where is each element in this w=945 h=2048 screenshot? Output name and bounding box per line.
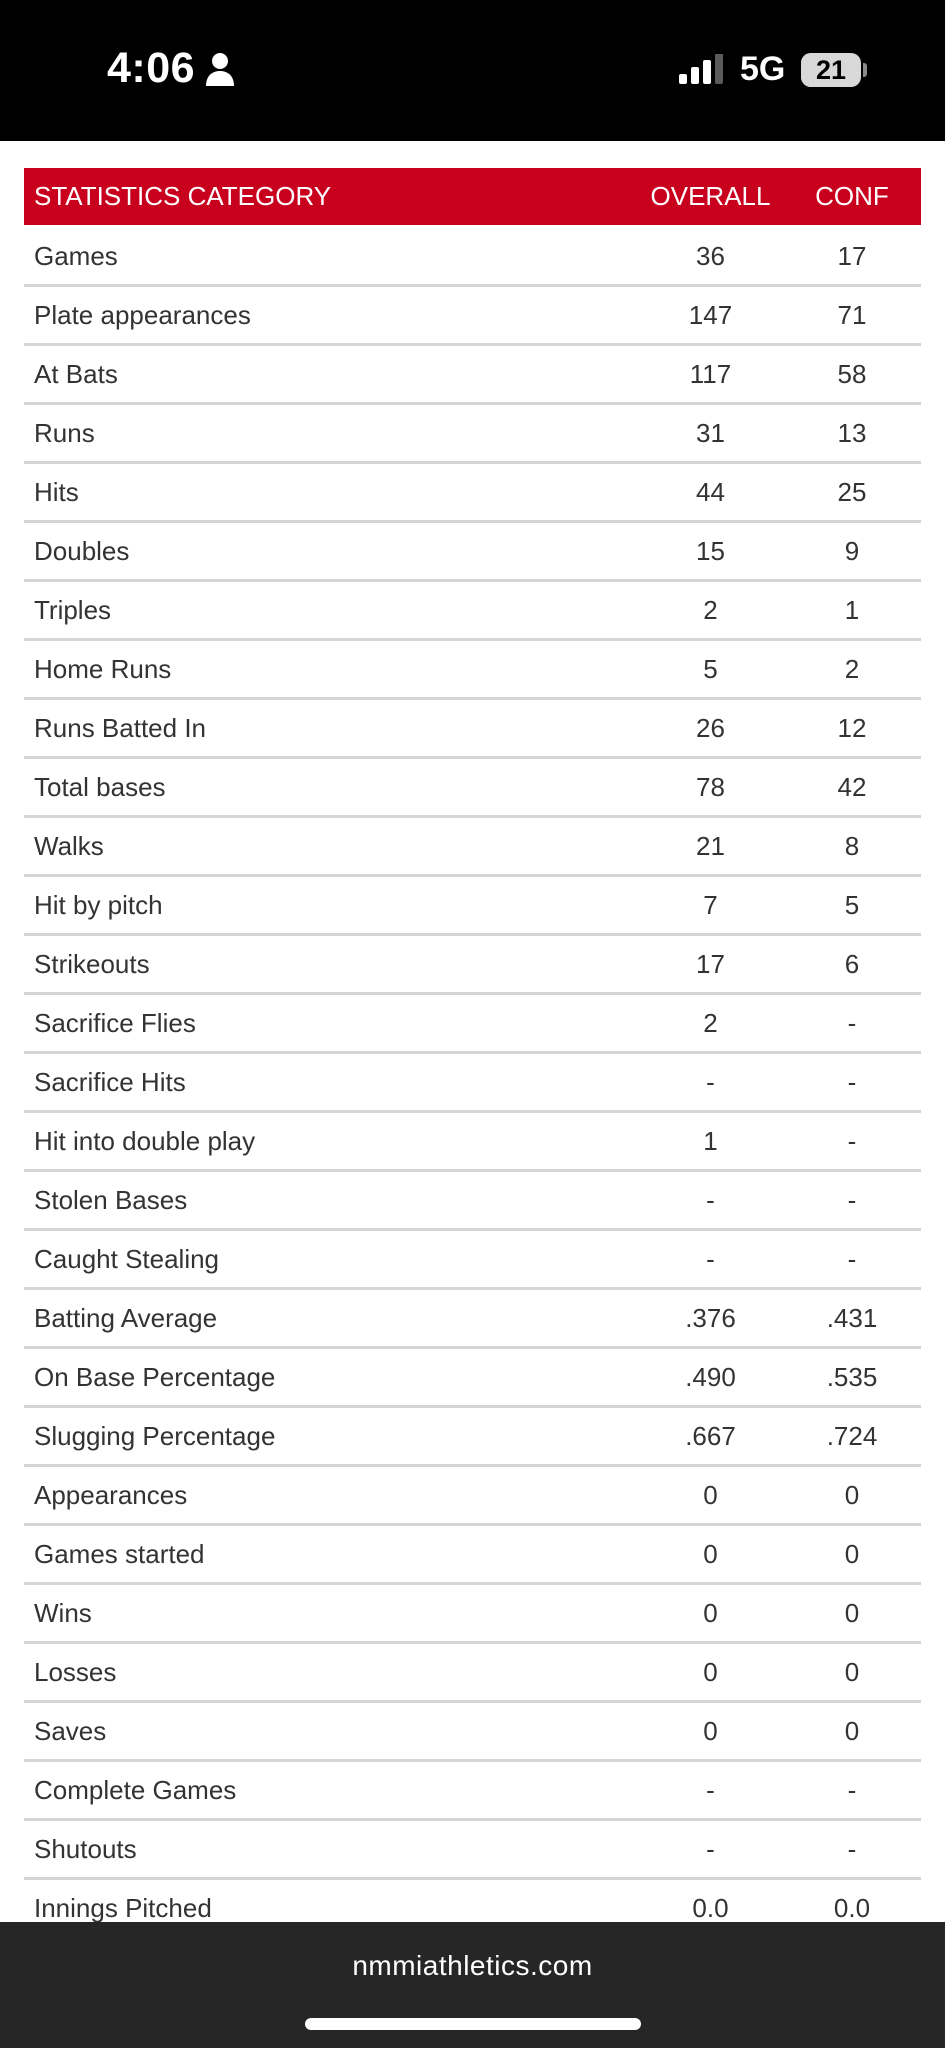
stat-overall-cell: - bbox=[638, 1820, 783, 1879]
stat-category-cell: Walks bbox=[24, 817, 638, 876]
stat-overall-cell: 36 bbox=[638, 227, 783, 286]
header-overall: OVERALL bbox=[638, 168, 783, 227]
stat-conf-cell: 0 bbox=[783, 1584, 921, 1643]
stat-category-cell: Batting Average bbox=[24, 1289, 638, 1348]
stat-category-cell: Appearances bbox=[24, 1466, 638, 1525]
stat-conf-cell: - bbox=[783, 1820, 921, 1879]
header-conf: CONF bbox=[783, 168, 921, 227]
status-bar bbox=[0, 0, 945, 141]
table-row bbox=[24, 1230, 921, 1289]
stat-overall-cell: 147 bbox=[638, 286, 783, 345]
stat-category-cell: Caught Stealing bbox=[24, 1230, 638, 1289]
stat-conf-cell: - bbox=[783, 1761, 921, 1820]
stat-conf-cell: 8 bbox=[783, 817, 921, 876]
stat-conf-cell: 42 bbox=[783, 758, 921, 817]
battery-icon bbox=[801, 53, 861, 87]
stat-category-cell: Runs Batted In bbox=[24, 699, 638, 758]
table-row bbox=[24, 1702, 921, 1761]
stat-conf-cell: 5 bbox=[783, 876, 921, 935]
table-row bbox=[24, 876, 921, 935]
table-row bbox=[24, 581, 921, 640]
stat-conf-cell: 0 bbox=[783, 1466, 921, 1525]
stat-conf-cell: 58 bbox=[783, 345, 921, 404]
stat-category-cell: Triples bbox=[24, 581, 638, 640]
stat-overall-cell: - bbox=[638, 1171, 783, 1230]
browser-url-bar[interactable] bbox=[0, 1922, 945, 2048]
stat-category-cell: Wins bbox=[24, 1584, 638, 1643]
stat-category-cell: Hit into double play bbox=[24, 1112, 638, 1171]
stat-category-cell: Sacrifice Flies bbox=[24, 994, 638, 1053]
stat-category-cell: Plate appearances bbox=[24, 286, 638, 345]
table-row bbox=[24, 1407, 921, 1466]
table-row bbox=[24, 1348, 921, 1407]
stat-conf-cell: 0 bbox=[783, 1702, 921, 1761]
stat-category-cell: Hits bbox=[24, 463, 638, 522]
table-row bbox=[24, 345, 921, 404]
stat-category-cell: Sacrifice Hits bbox=[24, 1053, 638, 1112]
stat-category-cell: Strikeouts bbox=[24, 935, 638, 994]
table-row bbox=[24, 994, 921, 1053]
stat-overall-cell: 2 bbox=[638, 581, 783, 640]
stat-overall-cell: 117 bbox=[638, 345, 783, 404]
table-row bbox=[24, 1643, 921, 1702]
table-row bbox=[24, 522, 921, 581]
stat-overall-cell: 0 bbox=[638, 1525, 783, 1584]
table-row bbox=[24, 935, 921, 994]
battery-tip bbox=[863, 63, 867, 77]
stat-category-cell: Games bbox=[24, 227, 638, 286]
stat-category-cell: Runs bbox=[24, 404, 638, 463]
stat-conf-cell: 2 bbox=[783, 640, 921, 699]
stat-overall-cell: 78 bbox=[638, 758, 783, 817]
stat-category-cell: On Base Percentage bbox=[24, 1348, 638, 1407]
table-row bbox=[24, 1584, 921, 1643]
table-row bbox=[24, 1053, 921, 1112]
stat-conf-cell: - bbox=[783, 1053, 921, 1112]
stat-conf-cell: 0.0 bbox=[783, 1879, 921, 1923]
table-row bbox=[24, 286, 921, 345]
table-row bbox=[24, 640, 921, 699]
stat-conf-cell: - bbox=[783, 1230, 921, 1289]
stat-overall-cell: - bbox=[638, 1761, 783, 1820]
statistics-table-body bbox=[24, 227, 921, 1923]
stat-category-cell: Games started bbox=[24, 1525, 638, 1584]
table-row bbox=[24, 1466, 921, 1525]
network-type-label: 5G bbox=[740, 50, 786, 88]
stat-conf-cell: 0 bbox=[783, 1643, 921, 1702]
stat-overall-cell: 0 bbox=[638, 1466, 783, 1525]
table-row bbox=[24, 1879, 921, 1923]
stat-category-cell: Innings Pitched bbox=[24, 1879, 638, 1923]
stat-overall-cell: 7 bbox=[638, 876, 783, 935]
table-row bbox=[24, 404, 921, 463]
home-indicator[interactable] bbox=[305, 2018, 641, 2030]
stat-overall-cell: 0.0 bbox=[638, 1879, 783, 1923]
signal-bar bbox=[703, 60, 711, 84]
stat-category-cell: Losses bbox=[24, 1643, 638, 1702]
stat-category-cell: Total bases bbox=[24, 758, 638, 817]
stat-overall-cell: 31 bbox=[638, 404, 783, 463]
page-content[interactable] bbox=[0, 141, 945, 1922]
stat-overall-cell: .490 bbox=[638, 1348, 783, 1407]
stat-category-cell: Slugging Percentage bbox=[24, 1407, 638, 1466]
table-row bbox=[24, 227, 921, 286]
table-row bbox=[24, 1525, 921, 1584]
stat-overall-cell: 0 bbox=[638, 1584, 783, 1643]
stat-category-cell: Complete Games bbox=[24, 1761, 638, 1820]
status-time: 4:06 bbox=[107, 44, 196, 92]
url-text[interactable]: nmmiathletics.com bbox=[352, 1950, 593, 1981]
battery-level: 21 bbox=[815, 54, 847, 85]
stat-conf-cell: 25 bbox=[783, 463, 921, 522]
stat-category-cell: Saves bbox=[24, 1702, 638, 1761]
stat-category-cell: Stolen Bases bbox=[24, 1171, 638, 1230]
signal-bar bbox=[715, 54, 723, 84]
table-row bbox=[24, 1289, 921, 1348]
stat-conf-cell: 6 bbox=[783, 935, 921, 994]
stat-conf-cell: - bbox=[783, 1171, 921, 1230]
stat-overall-cell: 26 bbox=[638, 699, 783, 758]
stat-conf-cell: .535 bbox=[783, 1348, 921, 1407]
cellular-signal-icon bbox=[677, 54, 727, 86]
stat-conf-cell: - bbox=[783, 994, 921, 1053]
stat-overall-cell: .376 bbox=[638, 1289, 783, 1348]
stat-category-cell: At Bats bbox=[24, 345, 638, 404]
stat-conf-cell: - bbox=[783, 1112, 921, 1171]
stat-category-cell: Hit by pitch bbox=[24, 876, 638, 935]
stat-category-cell: Home Runs bbox=[24, 640, 638, 699]
stat-overall-cell: - bbox=[638, 1230, 783, 1289]
signal-bar bbox=[679, 74, 687, 84]
table-row bbox=[24, 1761, 921, 1820]
stat-overall-cell: 1 bbox=[638, 1112, 783, 1171]
table-row bbox=[24, 1820, 921, 1879]
table-row bbox=[24, 1112, 921, 1171]
table-header-row bbox=[24, 168, 921, 227]
stat-conf-cell: 0 bbox=[783, 1525, 921, 1584]
stat-overall-cell: - bbox=[638, 1053, 783, 1112]
stat-category-cell: Doubles bbox=[24, 522, 638, 581]
stat-overall-cell: 17 bbox=[638, 935, 783, 994]
table-row bbox=[24, 463, 921, 522]
person-icon bbox=[205, 52, 235, 88]
stat-overall-cell: .667 bbox=[638, 1407, 783, 1466]
signal-bar bbox=[691, 67, 699, 84]
stat-overall-cell: 44 bbox=[638, 463, 783, 522]
stat-overall-cell: 2 bbox=[638, 994, 783, 1053]
stat-conf-cell: 13 bbox=[783, 404, 921, 463]
stat-conf-cell: .724 bbox=[783, 1407, 921, 1466]
stat-conf-cell: 1 bbox=[783, 581, 921, 640]
stat-category-cell: Shutouts bbox=[24, 1820, 638, 1879]
statistics-table bbox=[24, 168, 921, 1922]
table-row bbox=[24, 1171, 921, 1230]
header-statistics-category: STATISTICS CATEGORY bbox=[24, 168, 638, 227]
table-row bbox=[24, 699, 921, 758]
stat-overall-cell: 5 bbox=[638, 640, 783, 699]
stat-overall-cell: 0 bbox=[638, 1643, 783, 1702]
stat-overall-cell: 0 bbox=[638, 1702, 783, 1761]
table-row bbox=[24, 817, 921, 876]
stat-conf-cell: .431 bbox=[783, 1289, 921, 1348]
stat-conf-cell: 9 bbox=[783, 522, 921, 581]
stat-overall-cell: 21 bbox=[638, 817, 783, 876]
stat-conf-cell: 71 bbox=[783, 286, 921, 345]
stat-overall-cell: 15 bbox=[638, 522, 783, 581]
stat-conf-cell: 17 bbox=[783, 227, 921, 286]
table-row bbox=[24, 758, 921, 817]
stat-conf-cell: 12 bbox=[783, 699, 921, 758]
